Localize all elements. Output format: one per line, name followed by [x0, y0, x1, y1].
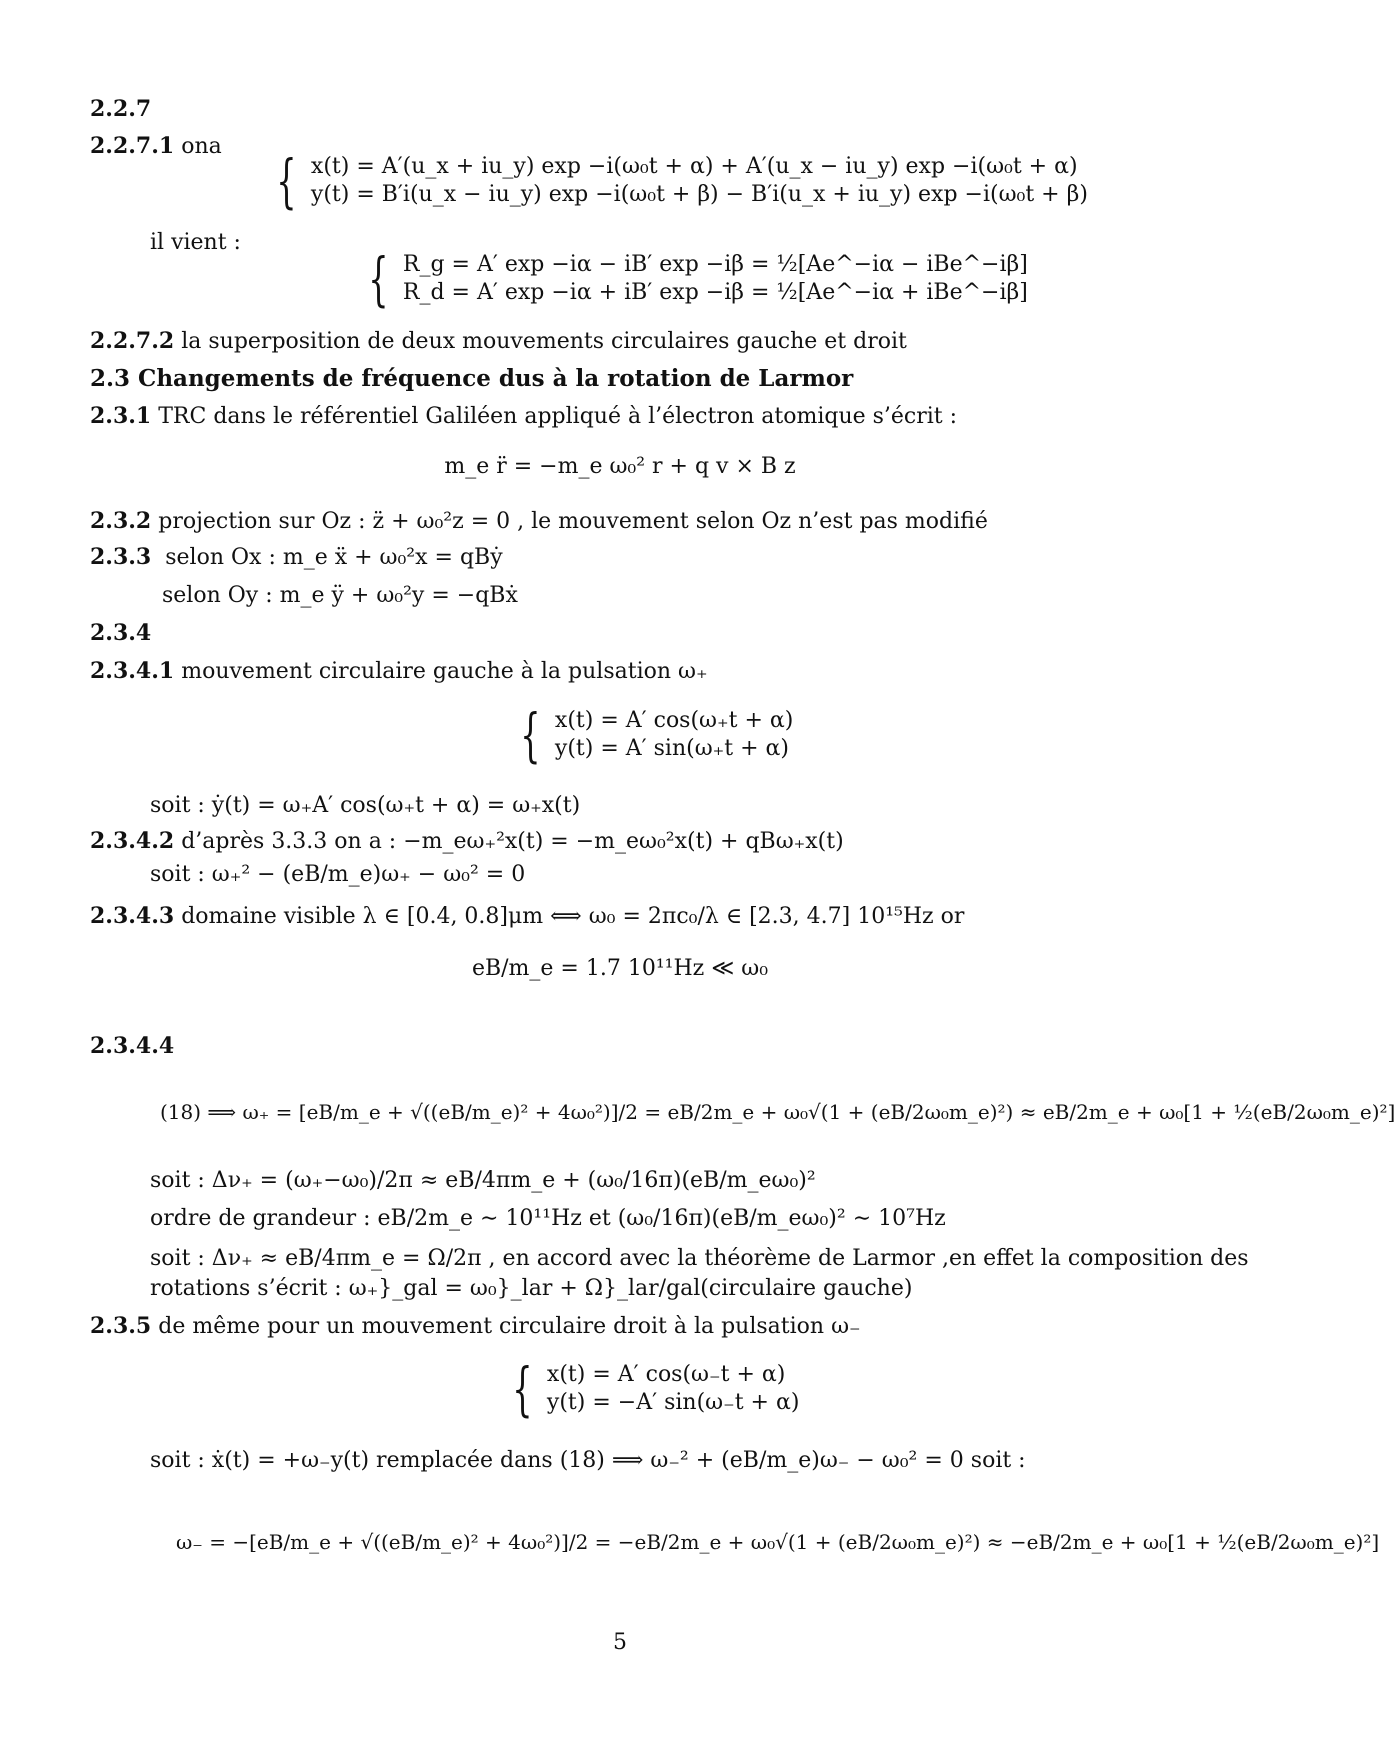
soit-2342: soit : ω₊² − (eB/m_e)ω₊ − ω₀² = 0	[150, 862, 526, 887]
section-2-2-7-1: 2.2.7.1 ona	[90, 133, 222, 159]
equation-oy: selon Oy : m_e ÿ + ω₀²y = −qBẋ	[162, 583, 518, 608]
section-2-3-4-1: 2.3.4.1 mouvement circulaire gauche à la pulsation ω₊	[90, 658, 708, 684]
system-plus-line-2: y(t) = A′ sin(ω₊t + α)	[554, 736, 789, 761]
section-2-3-4-3: 2.3.4.3 domaine visible λ ∈ [0.4, 0.8]μm ⟺ ω₀ = 2πc₀/λ ∈ [2.3, 4.7] 10¹⁵Hz or	[90, 903, 965, 929]
section-2-2-7: 2.2.7	[90, 96, 152, 122]
system-xy: { x(t) = A′(u_x + iu_y) exp −i(ω₀t + α) + A′(u_x − iu_y) exp −i(ω₀t + α) y(t) = B′i(u_x − iu_y) exp −i(ω₀t + β) − B′i(u_x + iu_y) exp −i(ω₀t + β)	[276, 147, 1088, 215]
rotations-composition: rotations s’écrit : ω₊}_gal = ω₀}_lar + Ω}_lar/gal(circulaire gauche)	[150, 1276, 913, 1301]
system-minus: { x(t) = A′ cos(ω₋t + α) y(t) = −A′ sin(ω₋t + α)	[512, 1355, 800, 1423]
system-minus-line-1: x(t) = A′ cos(ω₋t + α)	[546, 1362, 786, 1387]
equation-omega-minus: ω₋ = −[eB/m_e + √((eB/m_e)² + 4ω₀²)]/2 = −eB/2m_e + ω₀√(1 + (eB/2ω₀m_e)²) ≈ −eB/2m_e + ω₀[1 + ½(eB/2ω₀m_e)²]	[176, 1530, 1380, 1554]
section-2-3-4-4: 2.3.4.4	[90, 1033, 175, 1059]
system-xy-line-2: y(t) = B′i(u_x − iu_y) exp −i(ω₀t + β) − B′i(u_x + iu_y) exp −i(ω₀t + β)	[310, 182, 1088, 207]
equation-18-omega-plus: (18) ⟹ ω₊ = [eB/m_e + √((eB/m_e)² + 4ω₀²)]/2 = eB/2m_e + ω₀√(1 + (eB/2ω₀m_e)²) ≈ eB/2m_e + ω₀[1 + ½(eB/2ω₀m_e)²]	[160, 1100, 1395, 1124]
ordre-de-grandeur: ordre de grandeur : eB/2m_e ∼ 10¹¹Hz et (ω₀/16π)(eB/m_eω₀)² ∼ 10⁷Hz	[150, 1206, 946, 1231]
soit-delta-nu: soit : Δν₊ = (ω₊−ω₀)/2π ≈ eB/4πm_e + (ω₀/16π)(eB/m_eω₀)²	[150, 1168, 816, 1193]
system-xy-line-1: x(t) = A′(u_x + iu_y) exp −i(ω₀t + α) + A′(u_x − iu_y) exp −i(ω₀t + α)	[310, 154, 1078, 179]
rd-equation: R_d = A′ exp −iα + iB′ exp −iβ = ½[Ae^−iα + iBe^−iβ]	[402, 280, 1028, 305]
equation-trc: m_e r̈ = −m_e ω₀² r + q v × B z	[444, 454, 796, 479]
section-2-3-title: 2.3 Changements de fréquence dus à la rotation de Larmor	[90, 365, 854, 392]
section-2-3-2: 2.3.2 projection sur Oz : z̈ + ω₀²z = 0 , le mouvement selon Oz n’est pas modifié	[90, 508, 988, 534]
page-number: 5	[613, 1630, 627, 1655]
section-2-3-4-2: 2.3.4.2 d’après 3.3.3 on a : −m_eω₊²x(t) = −m_eω₀²x(t) + qBω₊x(t)	[90, 828, 844, 854]
section-2-2-7-2: 2.2.7.2 la superposition de deux mouvements circulaires gauche et droit	[90, 328, 907, 354]
equation-eb-me: eB/m_e = 1.7 10¹¹Hz ≪ ω₀	[471, 956, 769, 981]
soit-minus: soit : ẋ(t) = +ω₋y(t) remplacée dans (18) ⟹ ω₋² + (eB/m_e)ω₋ − ω₀² = 0 soit :	[150, 1448, 1026, 1473]
system-plus: { x(t) = A′ cos(ω₊t + α) y(t) = A′ sin(ω₊t + α)	[520, 701, 794, 769]
section-2-3-4: 2.3.4	[90, 620, 152, 646]
soit-plus: soit : ẏ(t) = ω₊A′ cos(ω₊t + α) = ω₊x(t)	[150, 793, 581, 818]
soit-larmor: soit : Δν₊ ≈ eB/4πm_e = Ω/2π , en accord avec la théorème de Larmor ,en effet la composition des	[150, 1246, 1249, 1271]
system-minus-line-2: y(t) = −A′ sin(ω₋t + α)	[546, 1390, 800, 1415]
section-2-3-3: 2.3.3 selon Ox : m_e ẍ + ω₀²x = qBẏ	[90, 544, 503, 570]
system-plus-line-1: x(t) = A′ cos(ω₊t + α)	[554, 708, 794, 733]
system-rg-rd: { R_g = A′ exp −iα − iB′ exp −iβ = ½[Ae^−iα − iBe^−iβ] R_d = A′ exp −iα + iB′ exp −iβ = ½[Ae^−iα + iBe^−iβ]	[368, 245, 1028, 313]
section-2-3-5: 2.3.5 de même pour un mouvement circulaire droit à la pulsation ω₋	[90, 1313, 861, 1339]
il-vient: il vient :	[150, 230, 241, 255]
section-2-3-1: 2.3.1 TRC dans le référentiel Galiléen appliqué à l’électron atomique s’écrit :	[90, 403, 958, 429]
rg-equation: R_g = A′ exp −iα − iB′ exp −iβ = ½[Ae^−iα − iBe^−iβ]	[402, 252, 1028, 277]
